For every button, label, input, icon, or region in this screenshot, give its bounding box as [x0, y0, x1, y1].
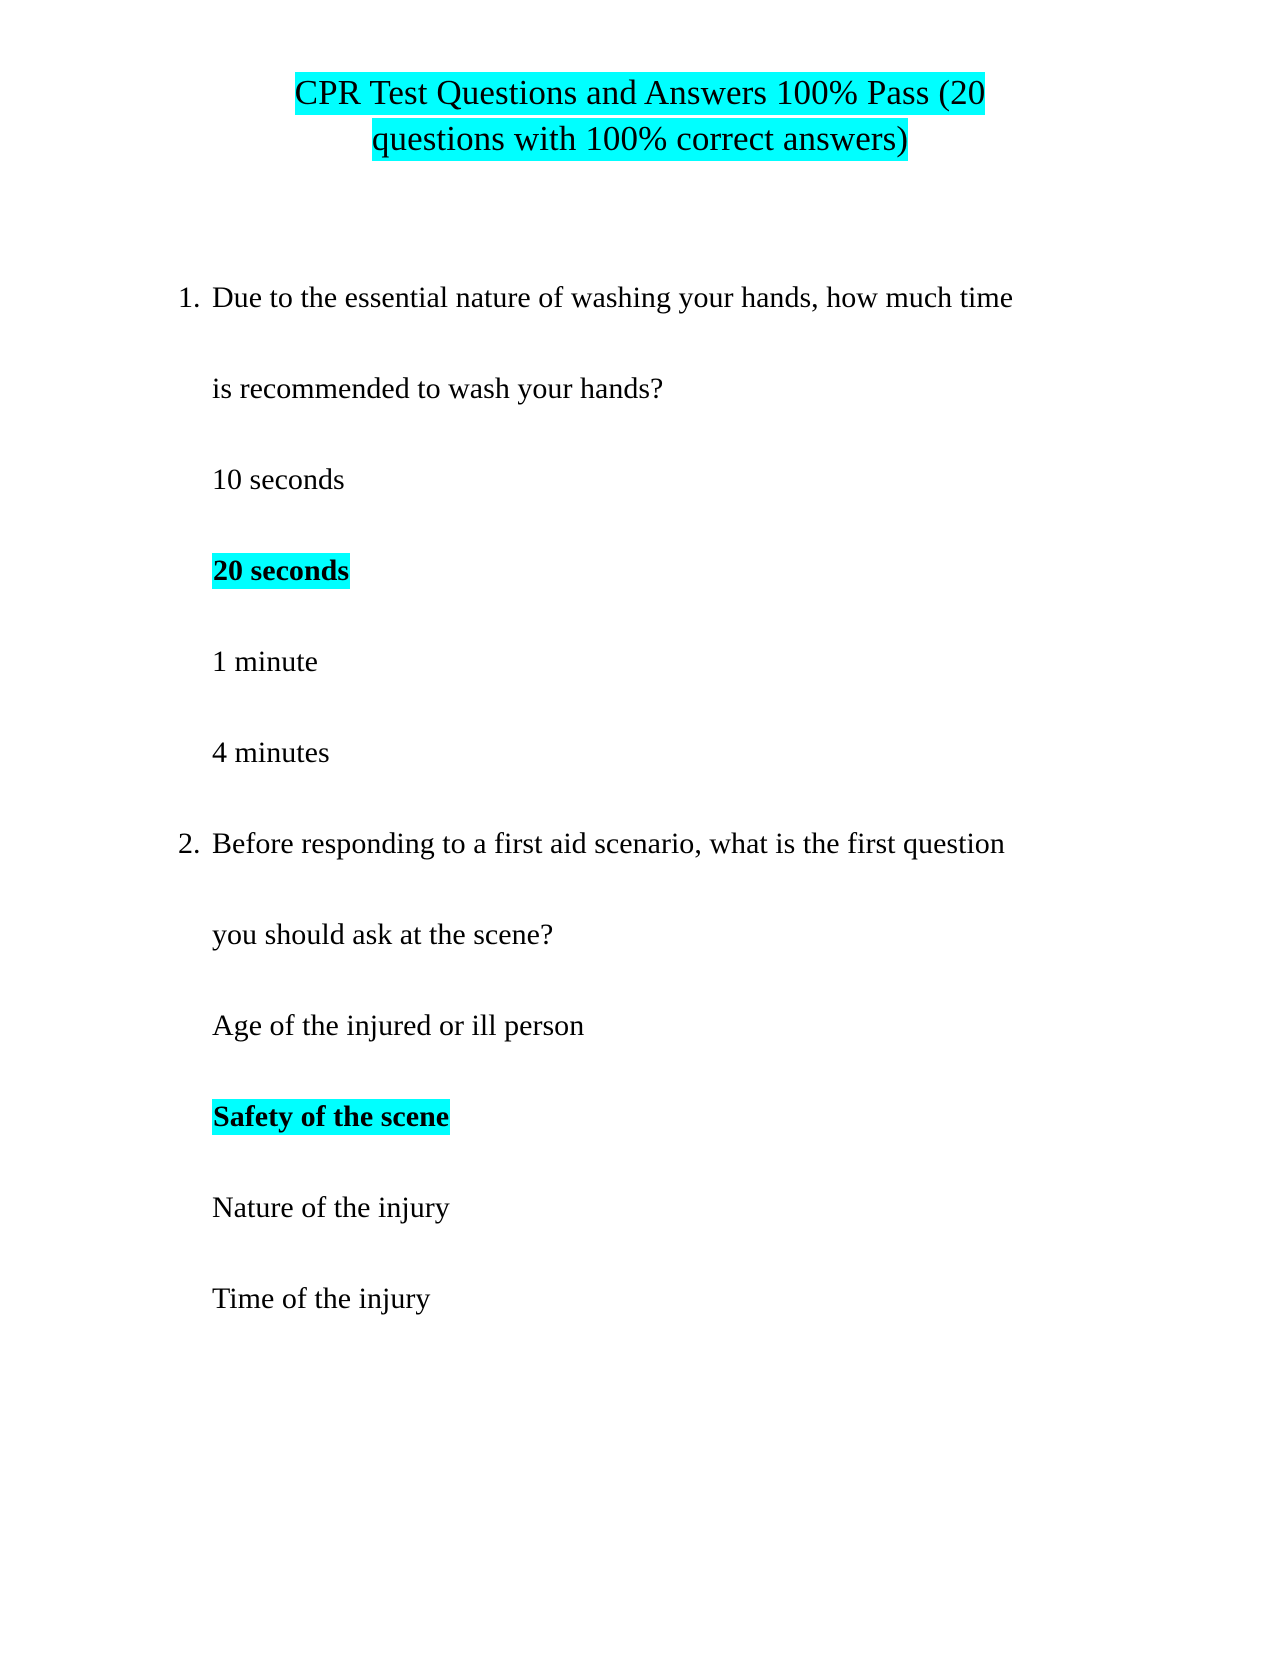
option-label: 10 seconds [212, 463, 345, 496]
question-2-number: 2. [178, 827, 201, 860]
page-title-line-2: questions with 100% correct answers) [372, 118, 908, 161]
question-2-option-4[interactable] [0, 1273, 1280, 1325]
option-label-correct: Safety of the scene [213, 1100, 450, 1133]
option-label: Nature of the injury [212, 1191, 450, 1224]
question-2-text-line-2: you should ask at the scene? [212, 918, 554, 951]
spacer [0, 597, 1280, 636]
question-1-option-4[interactable] [0, 727, 1280, 779]
question-2-option-1[interactable] [0, 1000, 1280, 1052]
spacer [0, 1143, 1280, 1182]
question-1 [0, 272, 1280, 415]
question-block-1 [0, 272, 1280, 779]
question-2-option-3[interactable] [0, 1182, 1280, 1234]
question-1-option-3[interactable] [0, 636, 1280, 688]
spacer [0, 779, 1280, 818]
option-label: 1 minute [212, 645, 318, 678]
option-label: Time of the injury [212, 1282, 431, 1315]
spacer [0, 961, 1280, 1000]
question-1-number: 1. [178, 281, 201, 314]
page-title [160, 70, 1120, 162]
question-block-2 [0, 818, 1280, 1325]
question-2-text-line-1: Before responding to a first aid scenario, what is the first question [212, 827, 1005, 860]
option-label: Age of the injured or ill person [212, 1009, 585, 1042]
spacer [0, 506, 1280, 545]
question-1-text-line-2: is recommended to wash your hands? [212, 372, 664, 405]
page-title-line-1: CPR Test Questions and Answers 100% Pass (20 [295, 72, 986, 115]
question-1-text-line-1: Due to the essential nature of washing your hands, how much time [212, 281, 1014, 314]
question-2 [0, 818, 1280, 961]
question-2-option-2[interactable] [0, 1091, 1280, 1143]
question-list [0, 272, 1280, 1325]
question-1-text [212, 272, 1280, 415]
spacer [0, 1234, 1280, 1273]
question-1-option-2[interactable] [0, 545, 1280, 597]
spacer [0, 415, 1280, 454]
option-label: 4 minutes [212, 736, 330, 769]
spacer [0, 688, 1280, 727]
option-label-correct: 20 seconds [213, 554, 350, 587]
spacer [212, 870, 1280, 909]
spacer [212, 324, 1280, 363]
spacer [0, 1052, 1280, 1091]
question-2-text [212, 818, 1280, 961]
question-1-option-1[interactable] [0, 454, 1280, 506]
